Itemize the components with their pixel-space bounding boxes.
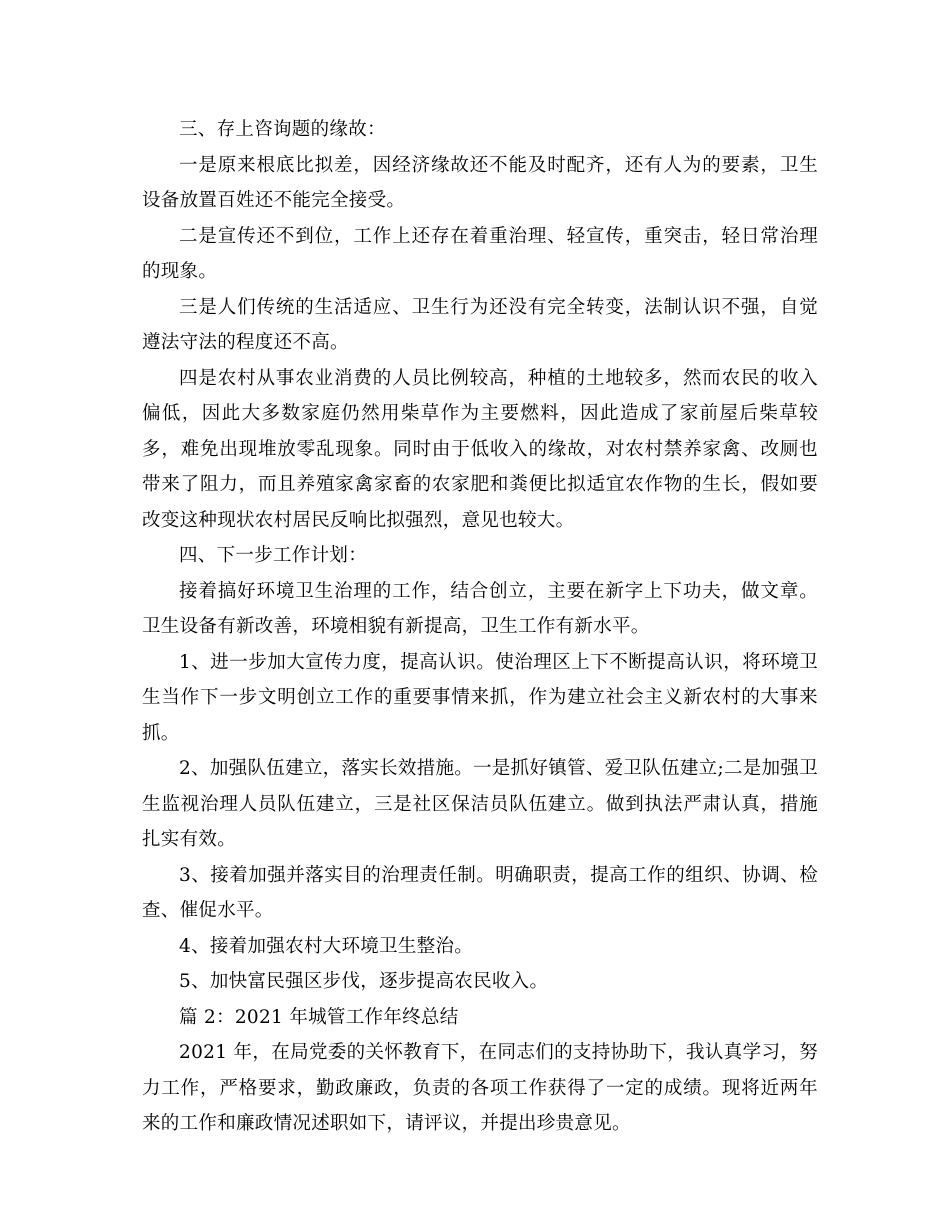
- list-item: 1、进一步加大宣传力度，提高认识。使治理区上下不断提高认识，将环境卫生当作下一步文明创立工作的重要事情来抓，作为建立社会主义新农村的大事来抓。: [142, 651, 818, 744]
- section-heading-next-plan: 四、下一步工作计划：: [179, 545, 368, 566]
- list-item: 2、加强队伍建立，落实长效措施。一是抓好镇管、爱卫队伍建立;二是加强卫生监视治理人员队伍建立，三是社区保洁员队伍建立。做到执法严肃认真，措施扎实有效。: [142, 758, 819, 850]
- document-body: [142, 112, 818, 1142]
- paragraph: 2021 年，在局党委的关怀教育下，在同志们的支持协助下，我认真学习，努力工作，严格要求，勤政廉政，负责的各项工作获得了一定的成绩。现将近两年来的工作和廉政情况述职如下，请评议，并提出珍贵意见。: [142, 1042, 818, 1134]
- paragraph: 四是农村从事农业消费的人员比例较高，种植的土地较多，然而农民的收入偏低，因此大多数家庭仍然用柴草作为主要燃料，因此造成了家前屋后柴草较多，难免出现堆放零乱现象。同时由于低收入的缘故，对农村禁养家禽、改厕也带来了阻力，而且养殖家禽家畜的农家肥和粪便比拟适宜农作物的生长，假如要改变这种现状农村居民反响比拟强烈，意见也较大。: [142, 367, 818, 531]
- list-item: 4、接着加强农村大环境卫生整治。: [179, 935, 474, 957]
- list-item: 3、接着加强并落实目的治理责任制。明确职责，提高工作的组织、协调、检查、催促水平。: [142, 864, 818, 921]
- paragraph: 二是宣传还不到位，工作上还存在着重治理、轻宣传，重突击，轻日常治理的现象。: [142, 225, 818, 282]
- paragraph: 三是人们传统的生活适应、卫生行为还没有完全转变，法制认识不强，自觉遵法守法的程度还不高。: [142, 296, 818, 353]
- paragraph: 接着搞好环境卫生治理的工作，结合创立，主要在新字上下功夫，做文章。卫生设备有新改善，环境相貌有新提高，卫生工作有新水平。: [142, 580, 818, 637]
- article-title: 篇 2：2021 年城管工作年终总结: [179, 1006, 459, 1028]
- list-item: 5、加快富民强区步伐，逐步提高农民收入。: [179, 971, 549, 992]
- paragraph: 一是原来根底比拟差，因经济缘故还不能及时配齐，还有人为的要素，卫生设备放置百姓还不能完全接受。: [142, 154, 818, 211]
- section-heading-problems: 三、存上咨询题的缘故：: [179, 119, 386, 140]
